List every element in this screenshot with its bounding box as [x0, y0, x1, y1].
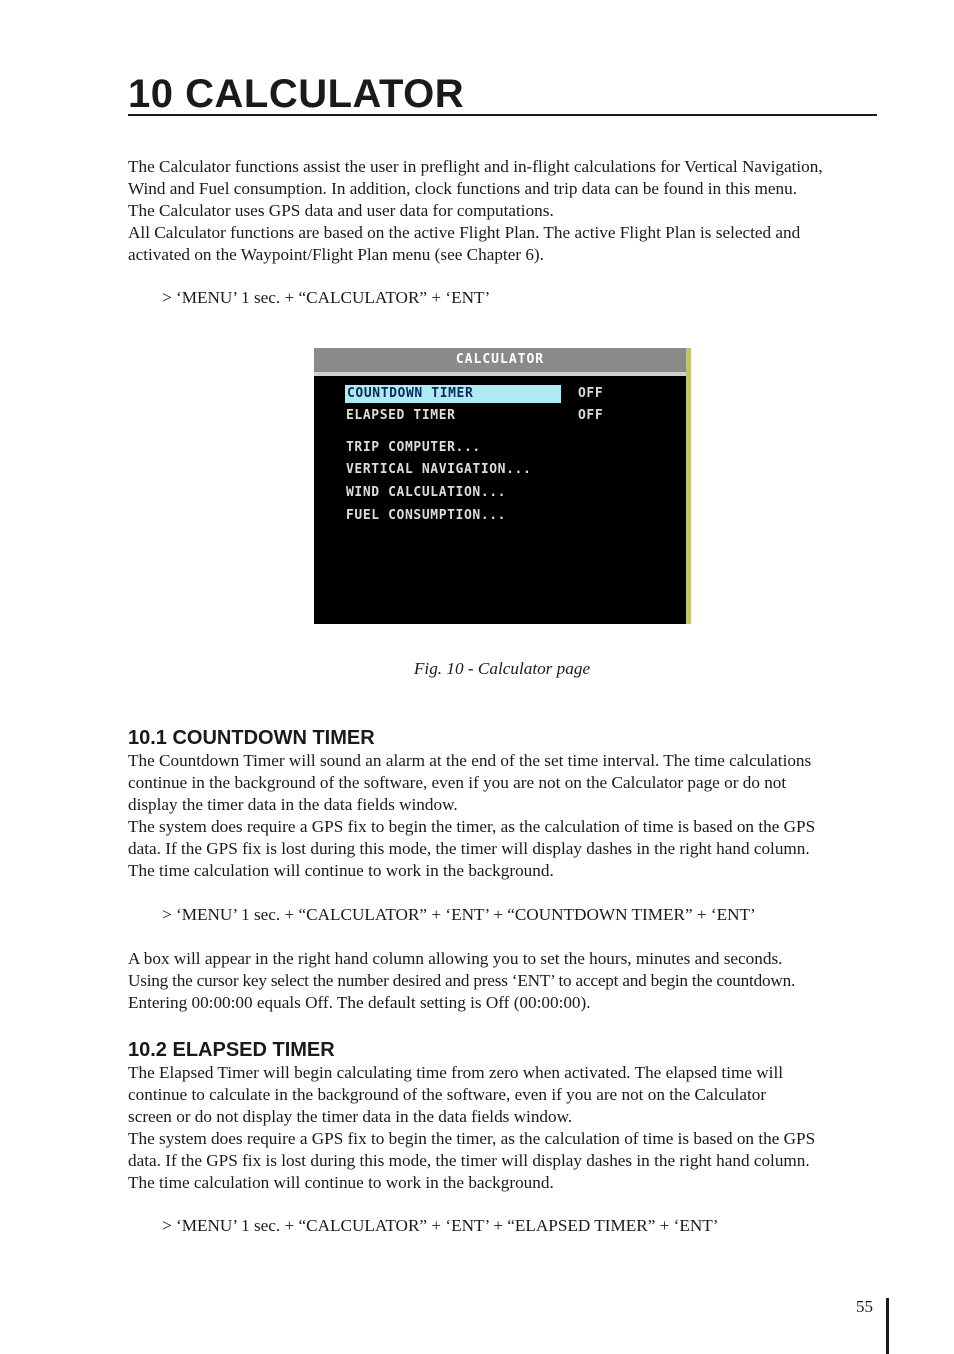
text-line: The time calculation will continue to work in the background. [128, 861, 554, 880]
text-line: continue to calculate in the background of the software, even if you are not on the Calculator [128, 1085, 767, 1104]
section-heading: 10.2 ELAPSED TIMER [128, 1039, 335, 1061]
text-line: The system does require a GPS fix to begin the timer, as the calculation of time is based on the GPS [128, 1129, 816, 1148]
text-line: data. If the GPS fix is lost during this mode, the timer will display dashes in the right hand column. [128, 839, 810, 858]
calculator-screen-figure [314, 348, 691, 624]
text-line: Entering 00:00:00 equals Off. The default setting is Off (00:00:00). [128, 993, 591, 1012]
text-line: The Elapsed Timer will begin calculating time from zero when activated. The elapsed time will [128, 1063, 784, 1082]
text-line: Wind and Fuel consumption. In addition, clock functions and trip data can be found in this menu. [128, 179, 798, 198]
text-line: screen or do not display the timer data in the data fields window. [128, 1107, 573, 1126]
page-edge-rule [886, 1298, 889, 1354]
section-heading: 10.1 COUNTDOWN TIMER [128, 727, 375, 749]
text-line: The time calculation will continue to work in the background. [128, 1173, 554, 1192]
screen-bezel-edge [686, 348, 691, 624]
text-line: Using the cursor key select the number desired and press ‘ENT’ to accept and begin the countdown. [128, 971, 796, 990]
text-line: All Calculator functions are based on the active Flight Plan. The active Flight Plan is selected and [128, 223, 801, 242]
title-divider [314, 372, 686, 376]
elapsed-paragraph [128, 1062, 877, 1194]
text-line: display the timer data in the data fields window. [128, 795, 458, 814]
text-line: The system does require a GPS fix to begin the timer, as the calculation of time is based on the GPS [128, 817, 816, 836]
menu-command: > ‘MENU’ 1 sec. + “CALCULATOR” + ‘ENT’ [162, 288, 491, 307]
text-line: The Calculator uses GPS data and user data for computations. [128, 201, 554, 220]
menu-command: > ‘MENU’ 1 sec. + “CALCULATOR” + ‘ENT’ + “COUNTDOWN TIMER” + ‘ENT’ [162, 905, 756, 924]
text-line: The Calculator functions assist the user in preflight and in-flight calculations for Vertical Navigation, [128, 157, 823, 176]
trip-computer-item: TRIP COMPUTER... [346, 440, 481, 455]
text-line: activated on the Waypoint/Flight Plan menu (see Chapter 6). [128, 245, 544, 264]
text-line: A box will appear in the right hand column allowing you to set the hours, minutes and seconds. [128, 949, 783, 968]
countdown-timer-item: COUNTDOWN TIMER [345, 385, 561, 403]
chapter-title: 10 CALCULATOR [128, 70, 877, 116]
page-number: 55 [856, 1297, 873, 1316]
wind-calculation-item: WIND CALCULATION... [346, 485, 507, 500]
figure-caption: Fig. 10 - Calculator page [413, 659, 591, 678]
countdown-paragraph [128, 750, 877, 882]
elapsed-timer-value: OFF [578, 408, 604, 423]
fuel-consumption-item: FUEL CONSUMPTION... [346, 508, 507, 523]
countdown-setting-paragraph [128, 948, 877, 1014]
intro-paragraph [128, 156, 877, 266]
menu-command: > ‘MENU’ 1 sec. + “CALCULATOR” + ‘ENT’ + “ELAPSED TIMER” + ‘ENT’ [162, 1216, 719, 1235]
screen-title-bar: CALCULATOR [314, 348, 686, 372]
text-line: continue in the background of the software, even if you are not on the Calculator page or do not [128, 773, 787, 792]
elapsed-timer-item: ELAPSED TIMER [346, 408, 456, 423]
vertical-navigation-item: VERTICAL NAVIGATION... [346, 462, 532, 477]
text-line: The Countdown Timer will sound an alarm at the end of the set time interval. The time calculations [128, 751, 812, 770]
text-line: data. If the GPS fix is lost during this mode, the timer will display dashes in the right hand column. [128, 1151, 810, 1170]
countdown-timer-value: OFF [578, 386, 604, 401]
